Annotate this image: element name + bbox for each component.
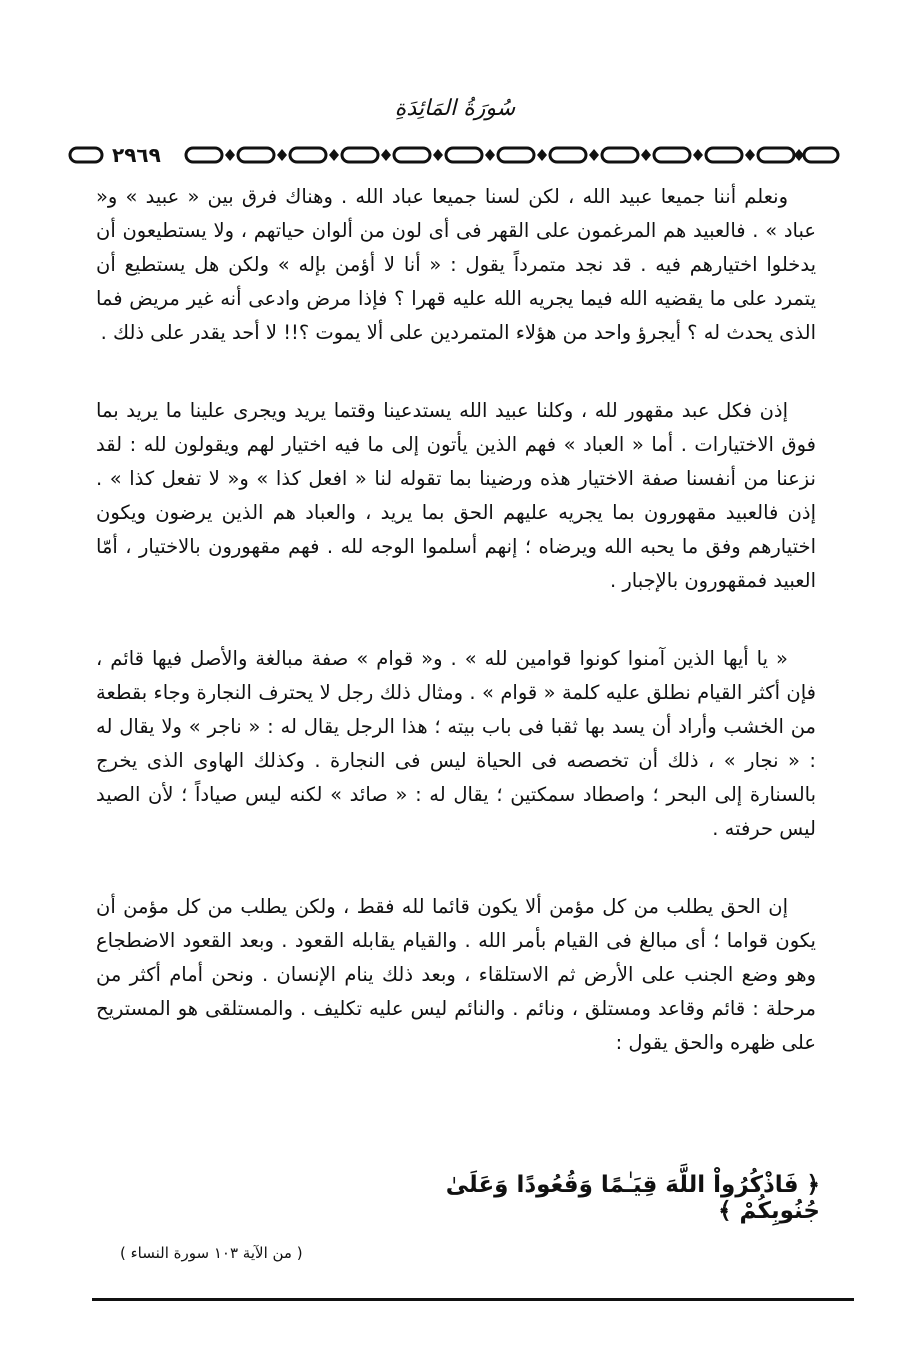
- header-ornament-band: [68, 140, 840, 170]
- body-text: [96, 180, 816, 1104]
- surah-title: سُورَةُ المَائِدَةِ: [394, 96, 516, 121]
- paragraph-2: إذن فكل عبد مقهور لله ، وكلنا عبيد الله يستدعينا وقتما يريد ويجرى علينا ما يريد بما فوق الاختيارات . أما « العباد » فهم الذين يأتون إلى ما فيه اختيار لهم ويقولون لله : لقد نزعنا من أنفسنا صفة الاختيار هذه ورضينا بما تقوله لنا « افعل كذا » و« لا تفعل كذا » . إذن فالعبيد مقهورون بما يجريه عليهم الحق بما يريد ، والعباد هم الذين يرضون ويكون اختيارهم وفق ما يحبه الله ويرضاه ؛ إنهم أسلموا الوجه لله . فهم مقهورون بالاختيار ، أمّا العبيد فمقهورون بالإجبار .: [96, 399, 816, 592]
- paragraph-1: ونعلم أننا جميعا عبيد الله ، لكن لسنا جميعا عباد الله . وهناك فرق بين « عبيد » و« عباد » . فالعبيد هم المرغمون على القهر فى أى لون من ألوان حياتهم ، ولا يستطيعون أن يدخلوا اختيارهم فيه . قد نجد متمرداً يقول : « أنا لا أؤمن بإله » ولكن هل يستطيع أن يتمرد على ما يقضيه الله فيما يجريه الله عليه قهرا ؟ فإذا مرض وادعى أنه غير مريض فما الذى يحدث له ؟ أيجرؤ واحد من هؤلاء المتمردين على ألا يموت ؟!! لا أحد يقدر على ذلك .: [96, 185, 816, 344]
- verse-reference: ( من الآية ١٠٣ سورة النساء ): [120, 1244, 303, 1262]
- quran-verse: ﴿ فَاذْكُرُواْ اللَّهَ قِيَـٰمًا وَقُعُودًا وَعَلَىٰ جُنُوبِكُمْ ﴾: [445, 1172, 820, 1224]
- paragraph-3: « يا أيها الذين آمنوا كونوا قوامين لله » . و« قوام » صفة مبالغة والأصل فيها قائم ، فإن أكثر القيام نطلق عليه كلمة « قوام » . ومثال ذلك رجل لا يحترف النجارة وجاء بقطعة من الخشب وأراد أن يسد بها ثقبا فى باب بيته ؛ هذا الرجل يقال له : « ناجر » ولا يقال له : « نجار » ، ذلك أن تخصصه فى الحياة ليس فى النجارة . وكذلك الهاوى الذى يخرج بالسنارة إلى البحر ؛ واصطاد سمكتين ؛ يقال له : « صائد » لكنه ليس صياداً ؛ لأن الصيد ليس حرفته .: [96, 647, 816, 840]
- footer-divider: [92, 1298, 854, 1301]
- page-number: ٢٩٦٩: [108, 140, 165, 170]
- paragraph-4: إن الحق يطلب من كل مؤمن ألا يكون قائما لله فقط ، ولكن يطلب من كل مؤمن أن يكون قواما ؛ أى مبالغ فى القيام بأمر الله . والقيام يقابله القعود . وبعد القعود الاضطجاع وهو وضع الجنب على الأرض ثم الاستلقاء ، وبعد ذلك ينام الإنسان . ونحن أمام أكثر من مرحلة : قائم وقاعد ومستلق ، ونائم . والنائم ليس عليه تكليف . والمستلقى هو المستريح على ظهره والحق يقول :: [96, 895, 816, 1054]
- ornament-chain: [68, 140, 840, 170]
